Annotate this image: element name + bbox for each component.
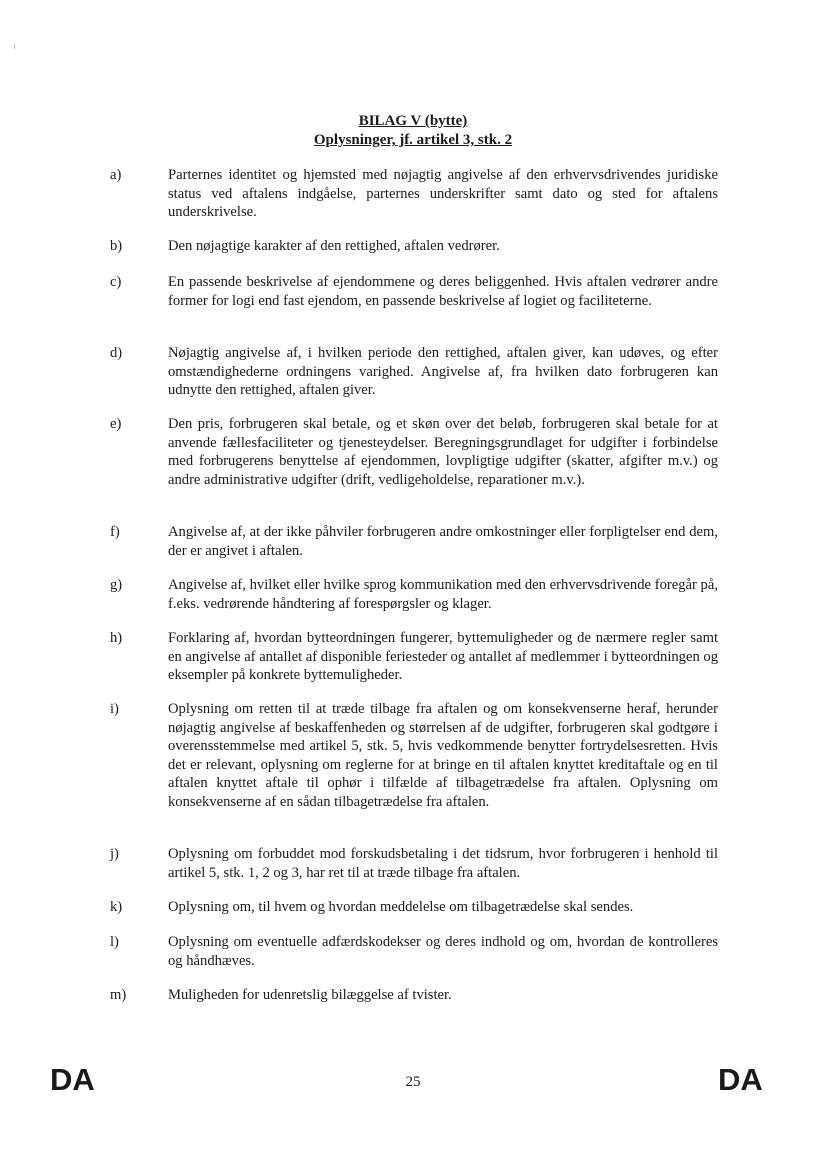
item-label: f) (110, 524, 120, 540)
language-mark-right: DA (718, 1062, 763, 1097)
scan-mark (14, 44, 15, 49)
item-label: j) (110, 846, 119, 862)
item-text: Muligheden for udenretslig bilæggelse af tvister. (168, 987, 452, 1003)
annex-title: BILAG V (bytte) (358, 113, 468, 129)
item-label: a) (110, 167, 122, 183)
item-label: b) (110, 238, 123, 254)
item-label: g) (110, 577, 123, 593)
item-text: Nøjagtig angivelse af, i hvilken periode den rettighed, aftalen giver, kan udøves, og efter omstændighederne ordningens varighed. Angivelse af, fra hvilken dato forbrugeren kan udnytte den rettighed, aftalen giver. (168, 345, 718, 399)
item-text: Oplysning om eventuelle adfærdskodekser og deres indhold og om, hvordan de kontrolleres og håndhæves. (168, 934, 718, 969)
annex-subtitle: Oplysninger, jf. artikel 3, stk. 2 (313, 132, 513, 148)
item-label: i) (110, 701, 119, 717)
item-label: h) (110, 630, 123, 646)
item-label: k) (110, 899, 123, 915)
annex-heading (0, 112, 826, 150)
item-text: Forklaring af, hvordan bytteordningen fungerer, byttemuligheder og de nærmere regler samt en angivelse af antallet af disponible feriesteder og antallet af medlemmer i bytteordningen og eksempler på konkrete byttemuligheder. (168, 630, 718, 684)
item-text: En passende beskrivelse af ejendommene og deres beliggenhed. Hvis aftalen vedrører andre former for logi end fast ejendom, en passende beskrivelse af logiet og faciliteterne. (168, 274, 718, 309)
item-text: Angivelse af, at der ikke påhviler forbrugeren andre omkostninger eller forpligtelser end dem, der er angivet i aftalen. (168, 524, 718, 559)
item-label: c) (110, 274, 122, 290)
item-label: e) (110, 416, 122, 432)
item-label: m) (110, 987, 127, 1003)
item-label: d) (110, 345, 123, 361)
item-text: Oplysning om, til hvem og hvordan meddelelse om tilbagetrædelse skal sendes. (168, 899, 634, 915)
item-text: Den pris, forbrugeren skal betale, og et skøn over det beløb, forbrugeren skal betale for at anvende fællesfaciliteter og tjenesteydelser. Beregningsgrundlaget for udgifter i forbindelse med forbrugerens benyttelse af ejendommen, lovpligtige udgifter (skatter, afgifter m.v.) og andre administrative udgifter (drift, vedligeholdelse, reparationer m.v.). (168, 416, 718, 488)
item-text: Parternes identitet og hjemsted med nøjagtig angivelse af den erhvervsdrivendes juridiske status ved aftalens indgåelse, parternes underskrifter samt dato og sted for aftalens underskrivelse. (168, 167, 718, 221)
item-text: Den nøjagtige karakter af den rettighed, aftalen vedrører. (168, 238, 500, 254)
language-mark-left: DA (50, 1062, 95, 1097)
item-text: Oplysning om retten til at træde tilbage fra aftalen og om konsekvenserne heraf, herunder nøjagtig angivelse af beskaffenheden og størrelsen af de udgifter, forbrugeren skal godtgøre i overensstemmelse med artikel 5, stk. 5, hvis vedkommende benytter fortrydelsesretten. Hvis det er relevant, oplysning om reglerne for at bringe en til aftalen knyttet kreditaftale og en til aftalen knyttet aftale til ophør i tilfælde af tilbagetrædelse fra aftalen. Oplysning om konsekvenserne af en sådan tilbagetrædelse fra aftalen. (168, 701, 718, 810)
item-text: Angivelse af, hvilket eller hvilke sprog kommunikation med den erhvervsdrivende foregår på, f.eks. vedrørende håndtering af forespørgsler og klager. (168, 577, 718, 612)
item-label: l) (110, 934, 119, 950)
page-number: 25 (405, 1074, 421, 1090)
item-text: Oplysning om forbuddet mod forskudsbetaling i det tidsrum, hvor forbrugeren i henhold til artikel 5, stk. 1, 2 og 3, har ret til at træde tilbage fra aftalen. (168, 846, 718, 881)
